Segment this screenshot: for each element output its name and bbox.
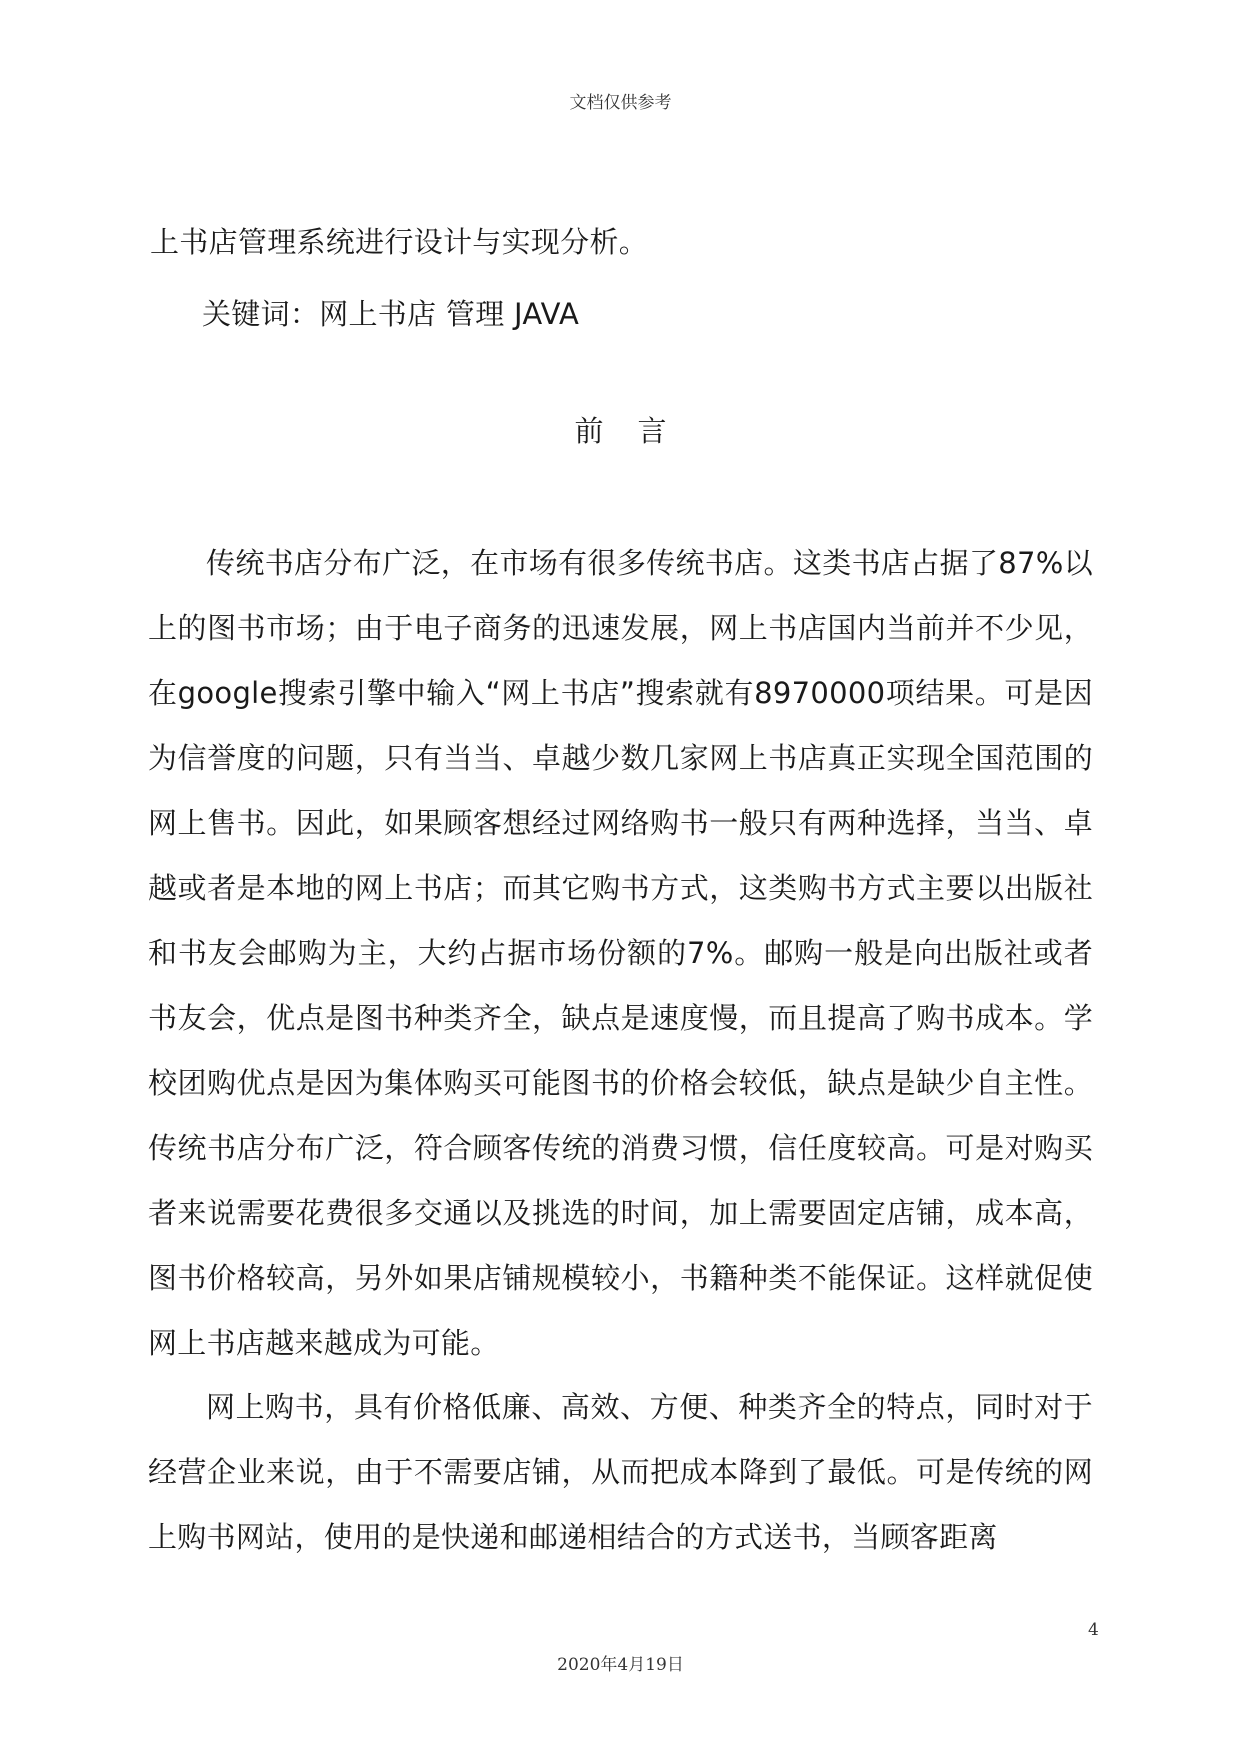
section-title: 前言: [574, 414, 701, 448]
page-number: 4: [1088, 1620, 1099, 1640]
paragraph-1: 传统书店分布广泛，在市场有很多传统书店。这类书店占据了87%以上的图书市场；由于电子商务的迅速发展，网上书店国内当前并不少见，在google搜索引擎中输入“网上书店”搜索就有8970000项结果。可是因为信誉度的问题，只有当当、卓越少数几家网上书店真正实现全国范围的网上售书。因此，如果顾客想经过网络购书一般只有两种选择，当当、卓越或者是本地的网上书店；而其它购书方式，这类购书方式主要以出版社和书友会邮购为主，大约占据市场份额的7%。邮购一般是向出版社或者书友会，优点是图书种类齐全，缺点是速度慢，而且提高了购书成本。学校团购优点是因为集体购买可能图书的价格会较低，缺点是缺少自主性。传统书店分布广泛，符合顾客传统的消费习惯，信任度较高。可是对购买者来说需要花费很多交通以及挑选的时间，加上需要固定店铺，成本高，图书价格较高，另外如果店铺规模较小，书籍种类不能保证。这样就促使网上书店越来越成为可能。: [148, 546, 1093, 1360]
paragraph-2: 网上购书，具有价格低廉、高效、方便、种类齐全的特点，同时对于经营企业来说，由于不需要店铺，从而把成本降到了最低。可是传统的网上购书网站，使用的是快递和邮递相结合的方式送书，当顾客距离: [148, 1390, 1093, 1554]
keywords-line: 关键词：网上书店 管理 JAVA: [202, 297, 580, 331]
continued-line: 上书店管理系统进行设计与实现分析。: [150, 225, 649, 259]
footer-date: 2020年4月19日: [557, 1655, 684, 1675]
document-header: 文档仅供参考: [569, 93, 672, 113]
